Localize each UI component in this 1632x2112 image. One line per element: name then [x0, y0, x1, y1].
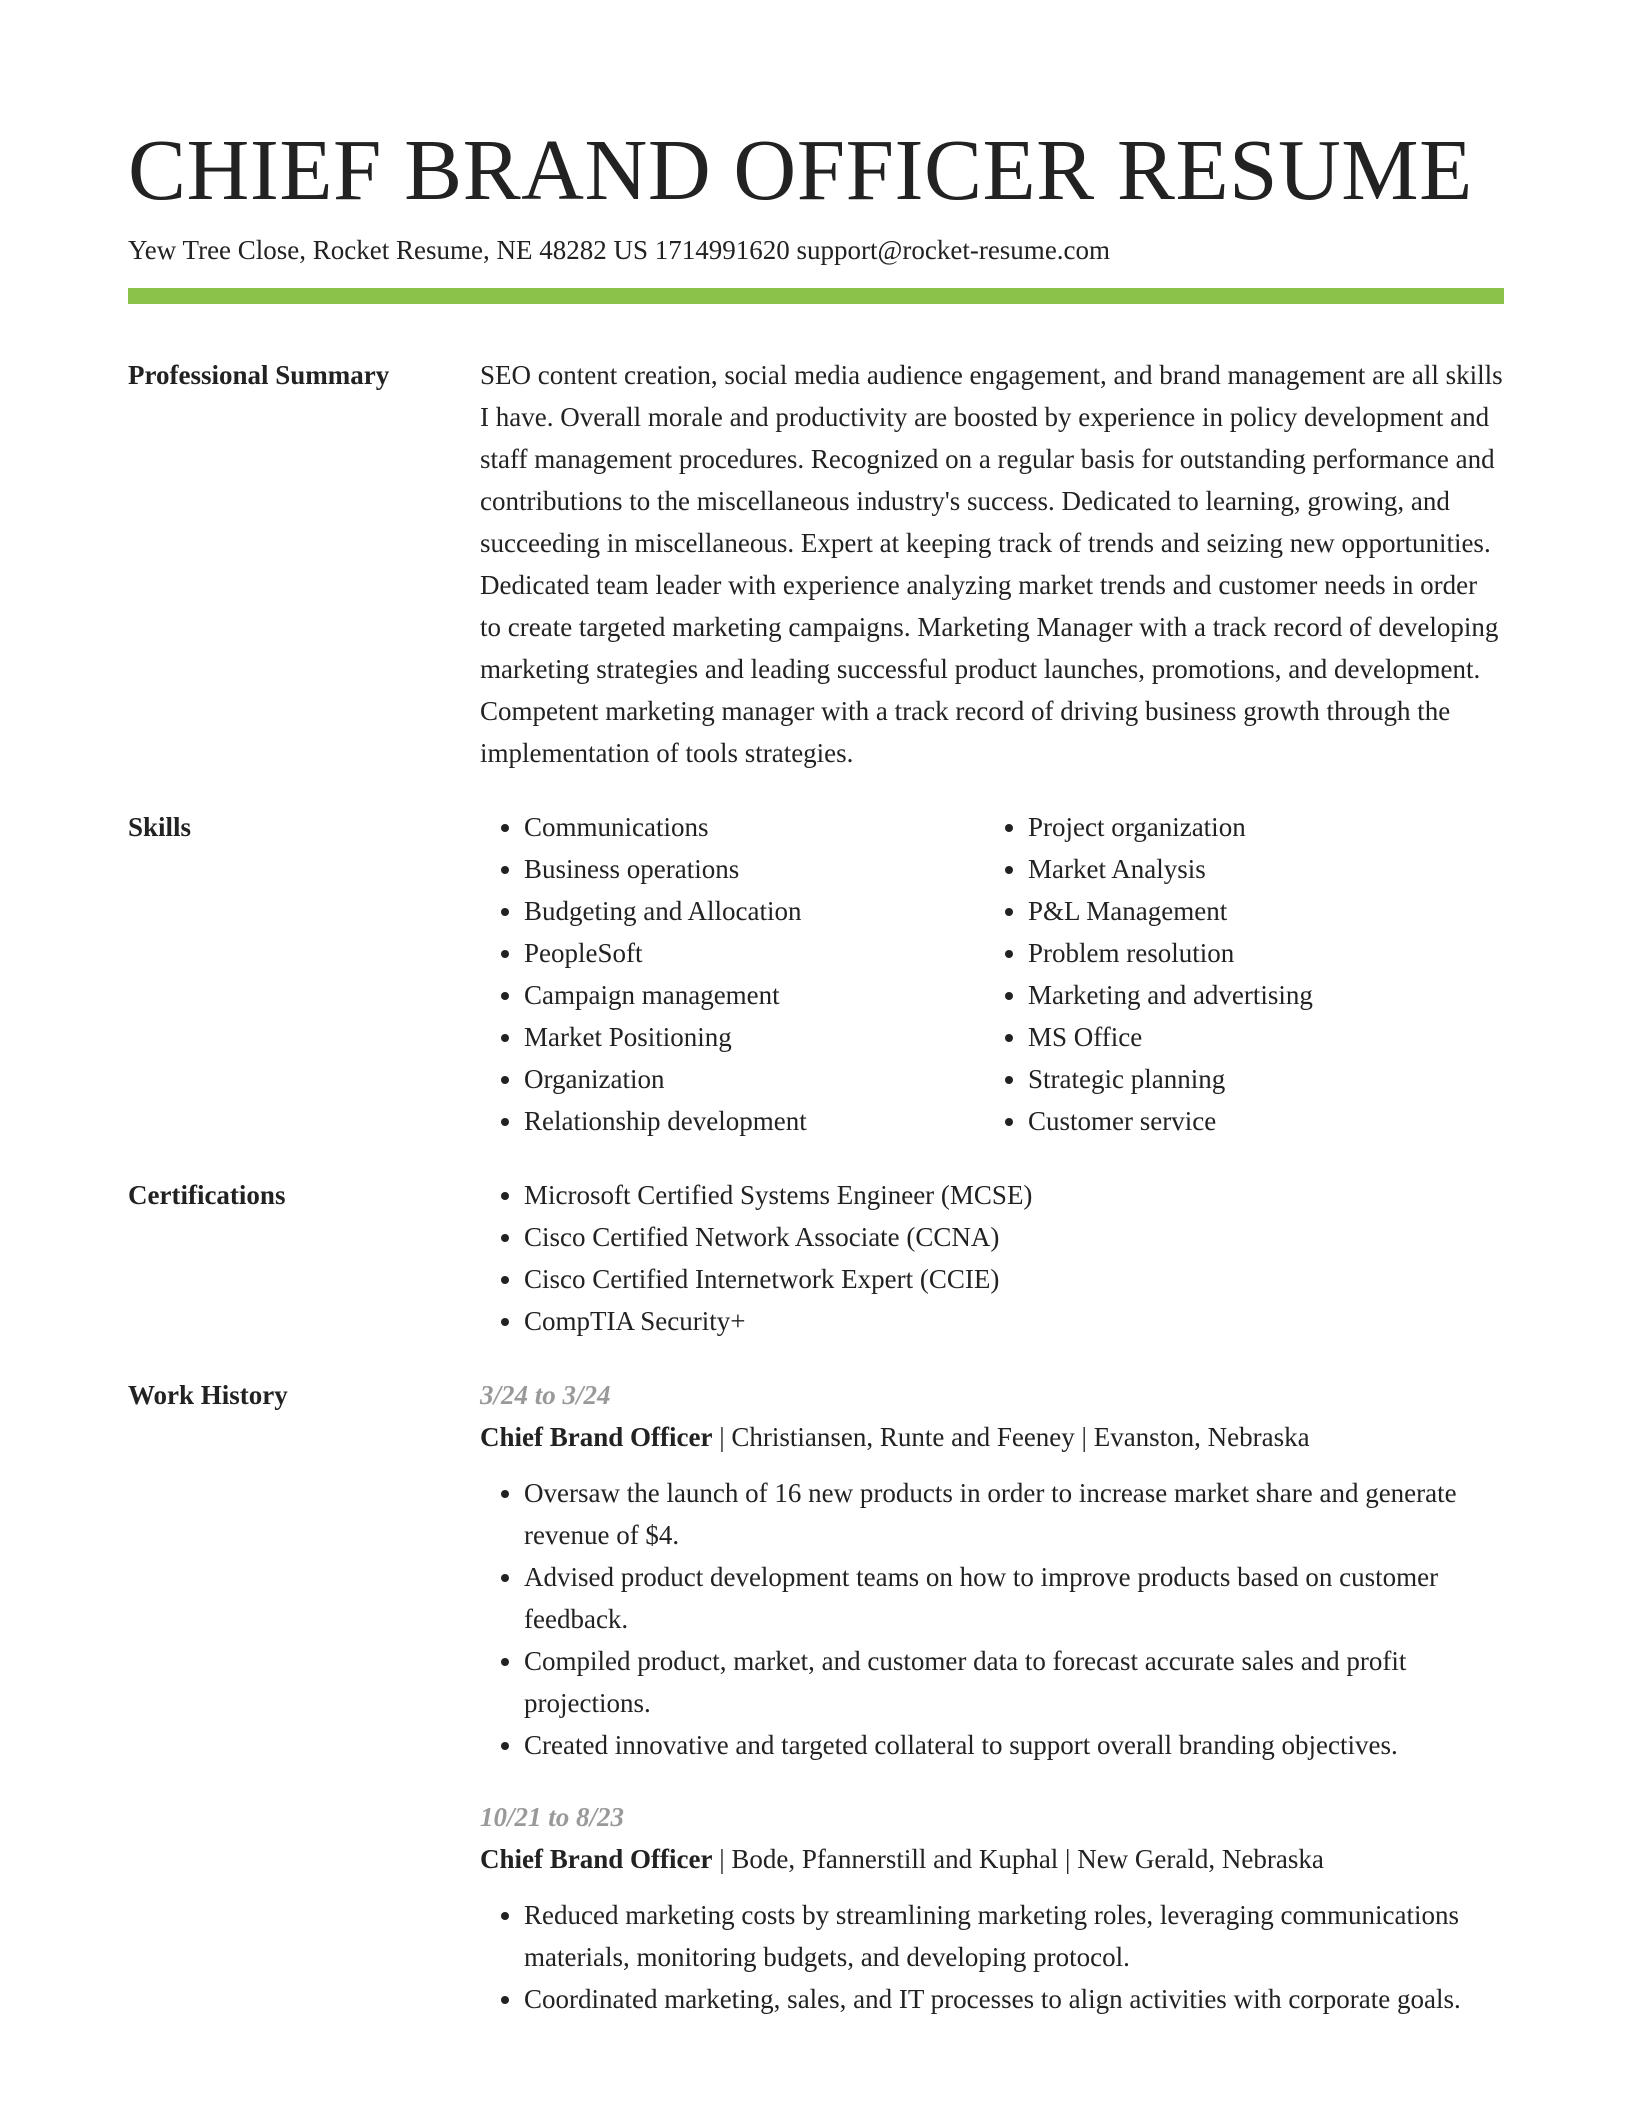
- job-bullets: [480, 1894, 1504, 2020]
- job-heading: [480, 1838, 1504, 1880]
- skill-item: • Marketing and advertising: [1028, 974, 1488, 1016]
- skill-item: • Campaign management: [524, 974, 984, 1016]
- skill-item: • Communications: [524, 806, 984, 848]
- section-label-work-history: Work History: [128, 1380, 288, 1410]
- certifications-body: [480, 1174, 1504, 1342]
- contact-info: Yew Tree Close, Rocket Resume, NE 48282 US 1714991620 support@rocket-resume.com: [128, 235, 1111, 265]
- skill-item: • Business operations: [524, 848, 984, 890]
- skill-item: • Problem resolution: [1028, 932, 1488, 974]
- summary-text: SEO content creation, social media audience engagement, and brand management are all skills I have. Overall morale and productivity are boosted by experience in policy development and staff management procedures. Recognized on a regular basis for outstanding performance and contributions to the miscellaneous industry's success. Dedicated to learning, growing, and succeeding in miscellaneous. Expert at keeping track of trends and seizing new opportunities. Dedicated team leader with experience analyzing market trends and customer needs in order to create targeted marketing campaigns. Marketing Manager with a track record of developing marketing strategies and leading successful product launches, promotions, and development. Competent marketing manager with a track record of driving business growth through the implementation of tools strategies.: [480, 360, 1503, 768]
- skill-item: • P&L Management: [1028, 890, 1488, 932]
- job-bullet: • Advised product development teams on how to improve products based on customer feedback.: [524, 1556, 1504, 1640]
- skill-item: • Customer service: [1028, 1100, 1488, 1142]
- job-dates: 3/24 to 3/24: [480, 1380, 611, 1410]
- job-dates: 10/21 to 8/23: [480, 1802, 625, 1832]
- job-entry: [480, 1374, 1504, 1766]
- section-skills: [128, 806, 1504, 1142]
- job-bullet: • Reduced marketing costs by streamlining marketing roles, leveraging communications materials, monitoring budgets, and developing protocol.: [524, 1894, 1504, 1978]
- section-label-certifications: Certifications: [128, 1180, 286, 1210]
- section-work-history: [128, 1374, 1504, 2020]
- section-professional-summary: [128, 354, 1504, 774]
- certification-item: • Microsoft Certified Systems Engineer (MCSE): [524, 1174, 1504, 1216]
- job-title: Chief Brand Officer: [480, 1422, 713, 1452]
- skill-item: • Project organization: [1028, 806, 1488, 848]
- resume-title: CHIEF BRAND OFFICER RESUME: [128, 121, 1473, 218]
- skill-item: • Budgeting and Allocation: [524, 890, 984, 932]
- skills-list-right: [984, 806, 1488, 1142]
- work-history-body: [480, 1374, 1504, 2020]
- job-heading: [480, 1416, 1504, 1458]
- job-entry: [480, 1796, 1504, 2020]
- section-label-skills: Skills: [128, 812, 192, 842]
- job-bullet: • Coordinated marketing, sales, and IT processes to align activities with corporate goals.: [524, 1978, 1504, 2020]
- skill-item: • Strategic planning: [1028, 1058, 1488, 1100]
- section-certifications: [128, 1174, 1504, 1342]
- section-label-summary: Professional Summary: [128, 360, 390, 390]
- job-bullet: • Created innovative and targeted collateral to support overall branding objectives.: [524, 1724, 1504, 1766]
- skills-body: [480, 806, 1504, 1142]
- job-employer-location: | Christiansen, Runte and Feeney | Evanston, Nebraska: [712, 1422, 1310, 1452]
- job-employer-location: | Bode, Pfannerstill and Kuphal | New Gerald, Nebraska: [712, 1844, 1324, 1874]
- certification-item: • Cisco Certified Network Associate (CCNA): [524, 1216, 1504, 1258]
- skill-item: • Market Positioning: [524, 1016, 984, 1058]
- certification-item: • Cisco Certified Internetwork Expert (CCIE): [524, 1258, 1504, 1300]
- skill-item: • PeopleSoft: [524, 932, 984, 974]
- job-bullet: • Oversaw the launch of 16 new products in order to increase market share and generate revenue of $4.: [524, 1472, 1504, 1556]
- resume-page: [128, 120, 1504, 2020]
- skill-item: • Relationship development: [524, 1100, 984, 1142]
- job-bullets: [480, 1472, 1504, 1766]
- header-divider: [128, 288, 1504, 304]
- certifications-list: [480, 1174, 1504, 1342]
- skill-item: • MS Office: [1028, 1016, 1488, 1058]
- job-bullet: • Compiled product, market, and customer data to forecast accurate sales and profit projections.: [524, 1640, 1504, 1724]
- certification-item: • CompTIA Security+: [524, 1300, 1504, 1342]
- job-title: Chief Brand Officer: [480, 1844, 713, 1874]
- skill-item: • Organization: [524, 1058, 984, 1100]
- skill-item: • Market Analysis: [1028, 848, 1488, 890]
- summary-body: [480, 354, 1504, 774]
- skills-list-left: [480, 806, 984, 1142]
